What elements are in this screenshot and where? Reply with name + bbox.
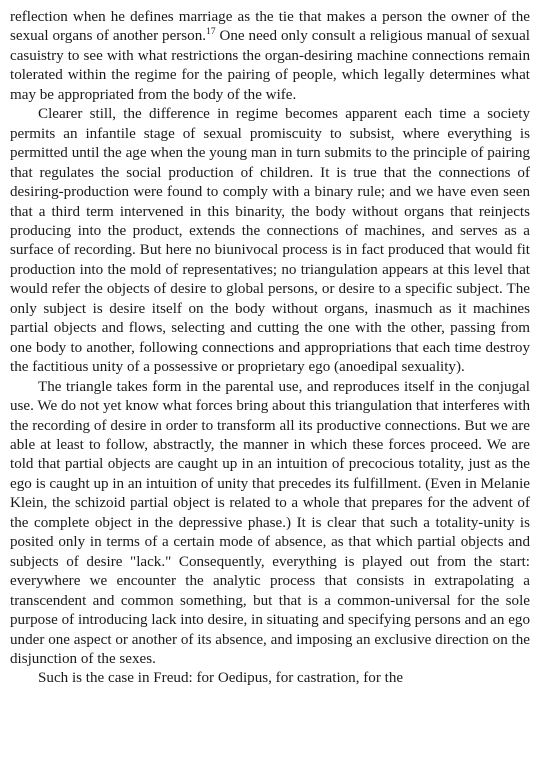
book-page bbox=[10, 8, 530, 689]
paragraph: The triangle takes form in the parental use, and reproduces itself in the conjugal use. We do not yet know what forces bring about this triangulation that interferes with the recording of desire in order to transform all its productive connections. But we are able at least to follow, abstractly, the manner in which these forces proceed. We are told that partial objects are caught up in an intuition of precocious totality, just as the ego is caught up in an intuition of unity that precedes its fulfillment. (Even in Melanie Klein, the schizoid partial object is related to a whole that prepares for the advent of the complete object in the depressive phase.) It is clear that such a totality-unity is posited only in terms of a certain mode of absence, as that which partial objects and subjects of desire "lack." Consequently, everything is played out from the start: everywhere we encounter the analytic process that consists in extrapolating a transcendent and common something, but that is a common-universal for the sole purpose of introducing lack into desire, in situating and specifying persons and an ego under one aspect or another of its absence, and imposing an exclusive direction on the disjunction of the sexes. bbox=[10, 378, 530, 667]
paragraph-text-after-note: One need only consult a religious manual of sexual casuistry to see with what restrictions the organ-desiring machine connections remain tolerated within the regime for the pairing of people, which legally determines what may be appropriated from the body of the wife. bbox=[10, 28, 530, 103]
paragraph-truncated: Such is the case in Freud: for Oedipus, for castration, for the bbox=[38, 670, 404, 687]
paragraph-text-before-note: reflection when he defines marriage as the tie that makes a person the owner of the sexual organs of another person. bbox=[10, 9, 530, 45]
paragraph-continued bbox=[10, 8, 530, 105]
paragraph: Clearer still, the difference in regime becomes apparent each time a society permits an infantile stage of sexual promiscuity to subsist, where everything is permitted until the age when the young man in turn submits to the principle of pairing that regulates the social production of children. It is true that the connections of desiring-production were found to comply with a binary rule; and we have even seen that a third term intervened in this binarity, the body without organs that reinjects producing into the product, extends the connections of machines, and serves as a surface of recording. But here no biunivocal process is in fact produced that would fit production into the mold of representatives; no triangulation appears at this level that would refer the objects of desire to global persons, or desire to a specific subject. The only subject is desire itself on the body without organs, inasmuch as it machines partial objects and flows, selecting and cutting the one with the other, passing from one body to another, following connections and appropriations that each time destroy the factitious unity of a possessive or proprietary ego (anoedipal sexuality). bbox=[10, 106, 530, 376]
footnote-marker[interactable]: 17 bbox=[206, 27, 216, 38]
